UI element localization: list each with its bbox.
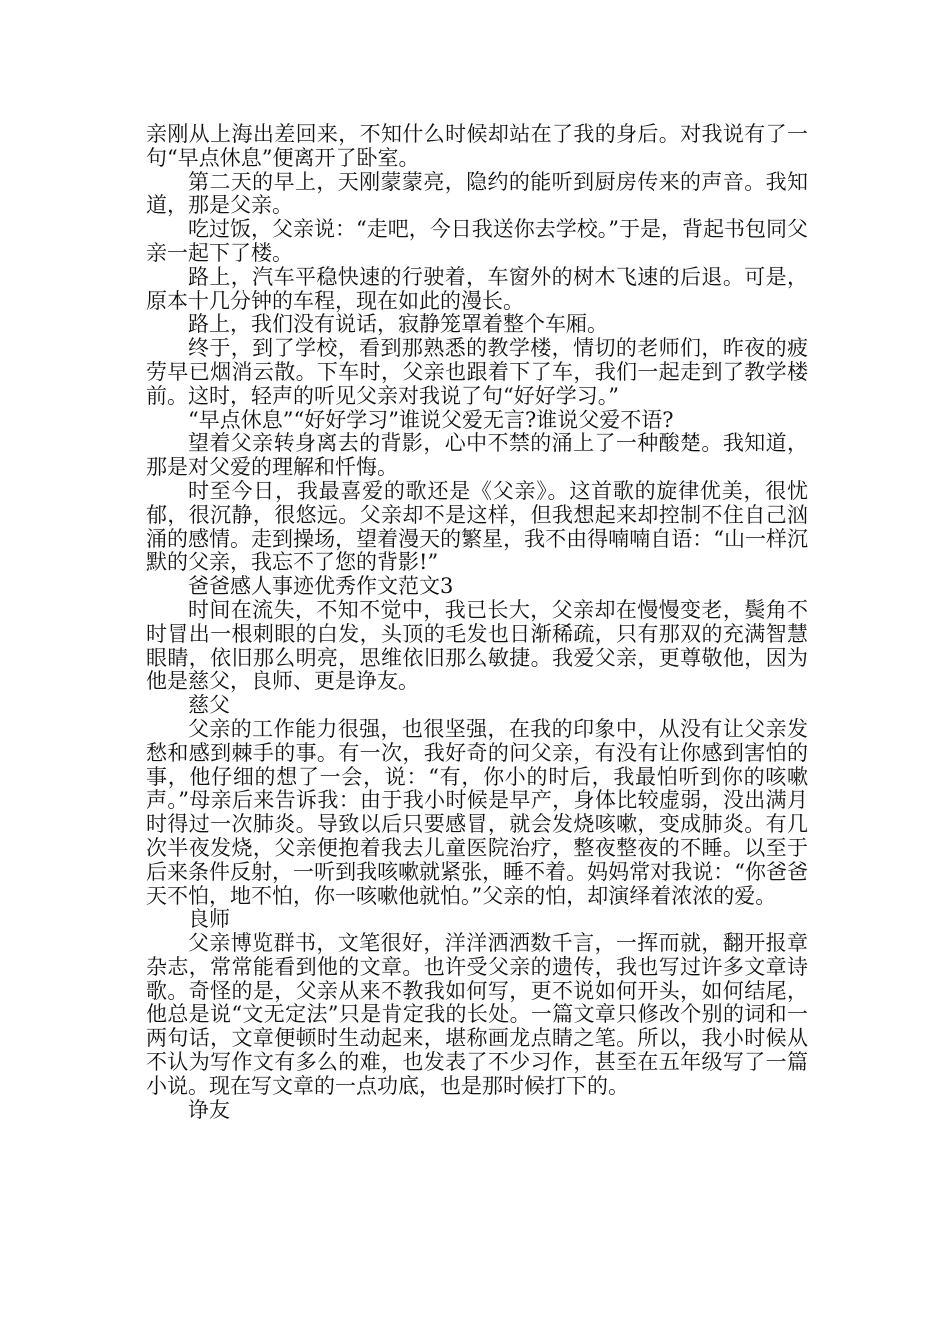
paragraph: 父亲博览群书，文笔很好，洋洋洒洒数千言，一挥而就，翻开报章杂志，常常能看到他的文章。也许受父亲的遗传，我也写过许多文章诗歌。奇怪的是，父亲从来不教我如何写，更不说如何开头，如何结尾，他总是说“文无定法”只是肯定我的长处。一篇文章只修改个别的词和一两句话，文章便顿时生动起来，堪称画龙点睛之笔。所以，我小时候从不认为写作文有多么的难，也发表了不少习作，甚至在五年级写了一篇小说。现在写文章的一点功底，也是那时候打下的。 xyxy=(146,931,808,1098)
document-body xyxy=(146,123,808,1122)
paragraph: 父亲的工作能力很强，也很坚强，在我的印象中，从没有让父亲发愁和感到棘手的事。有一次，我好奇的问父亲，有没有让你感到害怕的事，他仔细的想了一会，说：“有，你小的时后，我最怕听到你的咳嗽声。”母亲后来告诉我：由于我小时候是早产，身体比较虚弱，没出满月时得过一次肺炎。导致以后只要感冒，就会发烧咳嗽，变成肺炎。有几次半夜发烧，父亲便抱着我去儿童医院治疗，整夜整夜的不睡。以至于后来条件反射，一听到我咳嗽就紧张，睡不着。妈妈常对我说：“你爸爸天不怕，地不怕，你一咳嗽他就怕。”父亲的怕，却演绎着浓浓的爱。 xyxy=(146,716,808,908)
paragraph: 终于，到了学校，看到那熟悉的教学楼，情切的老师们，昨夜的疲劳早已烟消云散。下车时，父亲也跟着下了车，我们一起走到了教学楼前。这时，轻声的听见父亲对我说了句“好好学习。” xyxy=(146,336,808,408)
paragraph: 路上，汽车平稳快速的行驶着，车窗外的树木飞速的后退。可是，原本十几分钟的车程，现在如此的漫长。 xyxy=(146,264,808,313)
paragraph: 望着父亲转身离去的背影，心中不禁的涌上了一种酸楚。我知道，那是对父爱的理解和忏悔。 xyxy=(146,431,808,480)
paragraph: 第二天的早上，天刚蒙蒙亮，隐约的能听到厨房传来的声音。我知道，那是父亲。 xyxy=(146,169,808,218)
paragraph: 吃过饭，父亲说：“走吧，今日我送你去学校。”于是，背起书包同父亲一起下了楼。 xyxy=(146,217,808,265)
paragraph: “早点休息”“好好学习”谁说父爱无言?谁说父爱不语? xyxy=(188,407,674,432)
section-title: 爸爸感人事迹优秀作文范文3 xyxy=(188,574,454,599)
subheading: 良师 xyxy=(188,907,230,932)
paragraph: 时至今日，我最喜爱的歌还是《父亲》。这首歌的旋律优美，很忧郁，很沉静，很悠远。父亲却不是这样，但我想起来却控制不住自己汹涌的感情。走到操场，望着漫天的繁星，我不由得喃喃自语：“山一样沉默的父亲，我忘不了您的背影!” xyxy=(146,478,808,575)
paragraph: 路上，我们没有说话，寂静笼罩着整个车厢。 xyxy=(188,312,608,337)
paragraph: 亲刚从上海出差回来，不知什么时候却站在了我的身后。对我说有了一句“早点休息”便离开了卧室。 xyxy=(146,122,808,170)
subheading: 慈父 xyxy=(188,693,230,718)
subheading: 诤友 xyxy=(188,1097,230,1122)
paragraph: 时间在流失，不知不觉中，我已长大，父亲却在慢慢变老，鬓角不时冒出一根刺眼的白发，头顶的毛发也日渐稀疏，只有那双的充满智慧眼睛，依旧那么明亮，思维依旧那么敏捷。我爱父亲，更尊敬他，因为他是慈父，良师、更是诤友。 xyxy=(146,597,808,694)
